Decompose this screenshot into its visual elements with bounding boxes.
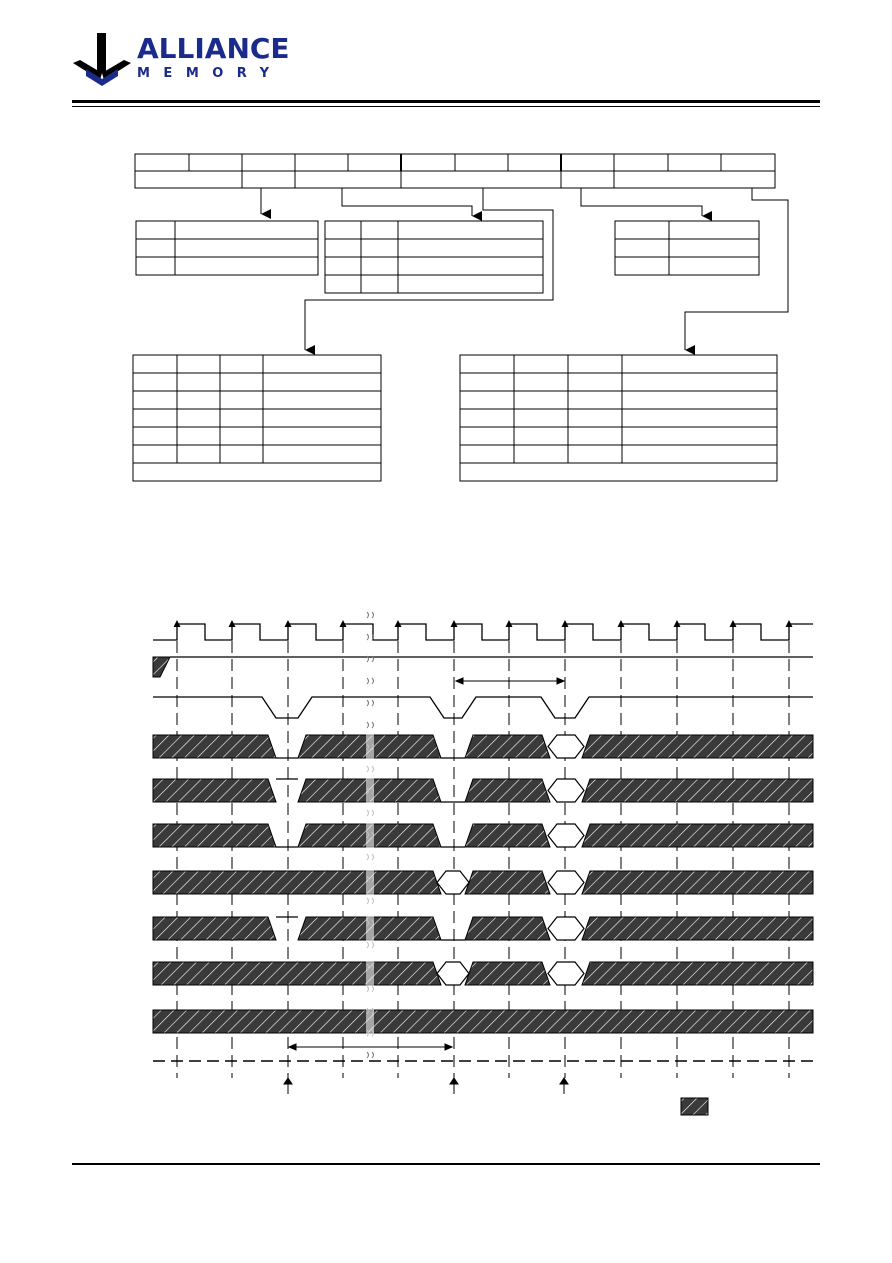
- valid-data-eye: [548, 917, 584, 940]
- alliance-tri-arm-logo-icon: [73, 33, 131, 86]
- dont-care-region: [153, 917, 276, 940]
- register-bit-row: [135, 154, 775, 171]
- dont-care-region: [465, 824, 550, 847]
- timing-diagram: [153, 612, 813, 1115]
- valid-data-eye: [548, 871, 584, 894]
- signal-we: [153, 824, 813, 847]
- dont-care-region: [465, 779, 550, 802]
- signal-ba: [153, 917, 813, 940]
- footer-rule: [72, 1163, 820, 1165]
- command-markers: [284, 1078, 568, 1094]
- dont-care-region: [153, 824, 276, 847]
- signal-ras: [153, 735, 813, 758]
- valid-data-eye: [548, 779, 584, 802]
- dont-care-region: [582, 779, 813, 802]
- timing-interval-arrow-2: [289, 1044, 452, 1050]
- dont-care-region: [153, 735, 276, 758]
- dont-care-region: [465, 962, 550, 985]
- valid-data-eye: [548, 962, 584, 985]
- table-test-mode: [615, 221, 759, 275]
- dont-care-region: [465, 871, 550, 894]
- signal-a10: [153, 871, 813, 894]
- signal-cke: [153, 657, 813, 677]
- valid-data-eye: [437, 962, 469, 985]
- break-mark: [367, 612, 374, 618]
- signal-dq: [153, 1010, 813, 1033]
- header: [72, 32, 820, 107]
- dont-care-region: [153, 871, 441, 894]
- break-mark: [367, 722, 374, 728]
- signal-cs: [153, 697, 813, 718]
- break-mark: [367, 1052, 374, 1058]
- header-rule-thick: [72, 100, 820, 103]
- dont-care-region: [582, 824, 813, 847]
- dont-care-region: [153, 962, 441, 985]
- dont-care-region: [153, 1010, 813, 1033]
- mode-register-diagram: [133, 154, 788, 481]
- signal-clk: [153, 624, 813, 640]
- register-field-row: [135, 171, 775, 188]
- header-rule-thin: [72, 106, 820, 107]
- table-write-burst: [460, 355, 777, 481]
- valid-data-eye: [548, 735, 584, 758]
- dont-care-region: [582, 871, 813, 894]
- bus-signals: [153, 735, 813, 1033]
- table-burst-type: [325, 221, 543, 293]
- valid-data-eye: [437, 871, 469, 894]
- dont-care-region: [465, 735, 550, 758]
- timing-interval-arrow-1: [456, 678, 564, 684]
- dont-care-region: [153, 779, 276, 802]
- dont-care-region: [465, 917, 550, 940]
- dont-care-region: [582, 735, 813, 758]
- break-mark: [367, 678, 374, 684]
- valid-data-eye: [548, 824, 584, 847]
- signal-cas: [153, 779, 813, 802]
- break-gap: [366, 730, 374, 1036]
- dont-care-region: [582, 962, 813, 985]
- signal-addr: [153, 962, 813, 985]
- logo-brand-line1: ALLIANCE: [137, 32, 290, 65]
- logo-brand-line2: MEMORY: [137, 66, 283, 81]
- table-cas-latency: [133, 355, 381, 481]
- time-break-marks: [366, 612, 374, 1058]
- table-burst-length: [136, 221, 318, 275]
- break-mark: [367, 700, 374, 706]
- field-connectors: [261, 188, 788, 350]
- dont-care-hatch-icon: [681, 1098, 708, 1115]
- dont-care-region: [582, 917, 813, 940]
